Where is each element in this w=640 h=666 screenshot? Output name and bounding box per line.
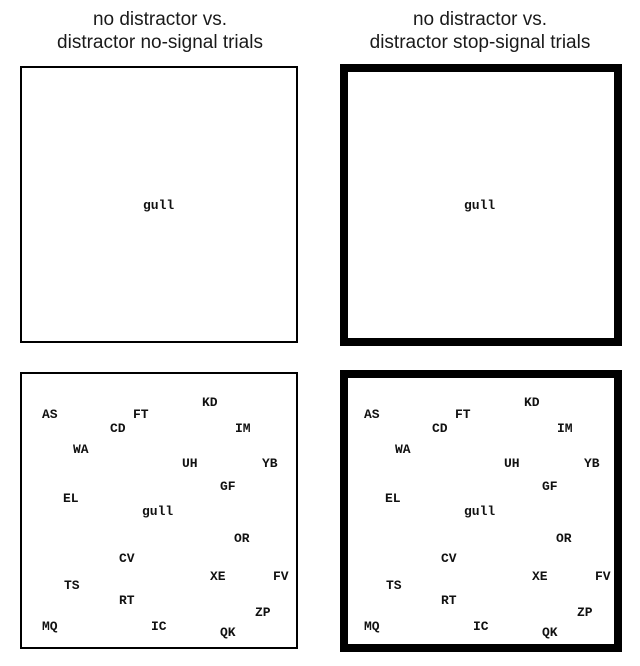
column-title-right: [320, 8, 640, 54]
distractor-word: CV: [119, 551, 135, 566]
column-title-right-line2: distractor stop-signal trials: [369, 32, 591, 53]
distractor-word: CV: [441, 551, 457, 566]
distractor-word: EL: [63, 491, 79, 506]
distractor-word: KD: [524, 395, 540, 410]
target-word: gull: [464, 504, 496, 519]
distractor-word: TS: [64, 578, 80, 593]
distractor-word: YB: [262, 456, 278, 471]
panel-distractor-stop-signal: [340, 370, 622, 652]
distractor-word: GF: [220, 479, 236, 494]
distractor-word: XE: [210, 569, 226, 584]
distractor-word: YB: [584, 456, 600, 471]
distractor-word: IC: [473, 619, 489, 634]
distractor-word: FV: [595, 569, 611, 584]
distractor-word: TS: [386, 578, 402, 593]
distractor-word: CD: [110, 421, 126, 436]
distractor-word: RT: [119, 593, 135, 608]
distractor-word: UH: [504, 456, 520, 471]
distractor-word: RT: [441, 593, 457, 608]
distractor-word: IM: [557, 421, 573, 436]
column-title-left-line1: no distractor vs.: [92, 9, 228, 30]
column-title-left-line2: distractor no-signal trials: [57, 32, 263, 53]
distractor-word: GF: [542, 479, 558, 494]
panel-no-distractor-left: [20, 66, 298, 343]
column-title-left: [0, 8, 320, 54]
target-word: gull: [142, 504, 174, 519]
distractor-word: FV: [273, 569, 289, 584]
distractor-word: FT: [133, 407, 149, 422]
distractor-word: FT: [455, 407, 471, 422]
distractor-word: MQ: [42, 619, 58, 634]
distractor-word: UH: [182, 456, 198, 471]
target-word: gull: [143, 198, 175, 213]
distractor-word: AS: [364, 407, 380, 422]
column-title-right-line1: no distractor vs.: [412, 9, 548, 30]
distractor-word: ZP: [577, 605, 593, 620]
distractor-word: EL: [385, 491, 401, 506]
distractor-word: IM: [235, 421, 251, 436]
distractor-word: IC: [151, 619, 167, 634]
panel-distractor-no-signal: [20, 372, 298, 649]
distractor-word: ZP: [255, 605, 271, 620]
distractor-word: XE: [532, 569, 548, 584]
distractor-word: OR: [556, 531, 572, 546]
distractor-word: MQ: [364, 619, 380, 634]
distractor-word: OR: [234, 531, 250, 546]
distractor-word: CD: [432, 421, 448, 436]
distractor-word: AS: [42, 407, 58, 422]
target-word: gull: [464, 198, 496, 213]
distractor-word: QK: [542, 625, 558, 640]
distractor-word: QK: [220, 625, 236, 640]
distractor-word: WA: [73, 442, 89, 457]
distractor-word: WA: [395, 442, 411, 457]
distractor-word: KD: [202, 395, 218, 410]
panel-no-distractor-right: [340, 64, 622, 346]
